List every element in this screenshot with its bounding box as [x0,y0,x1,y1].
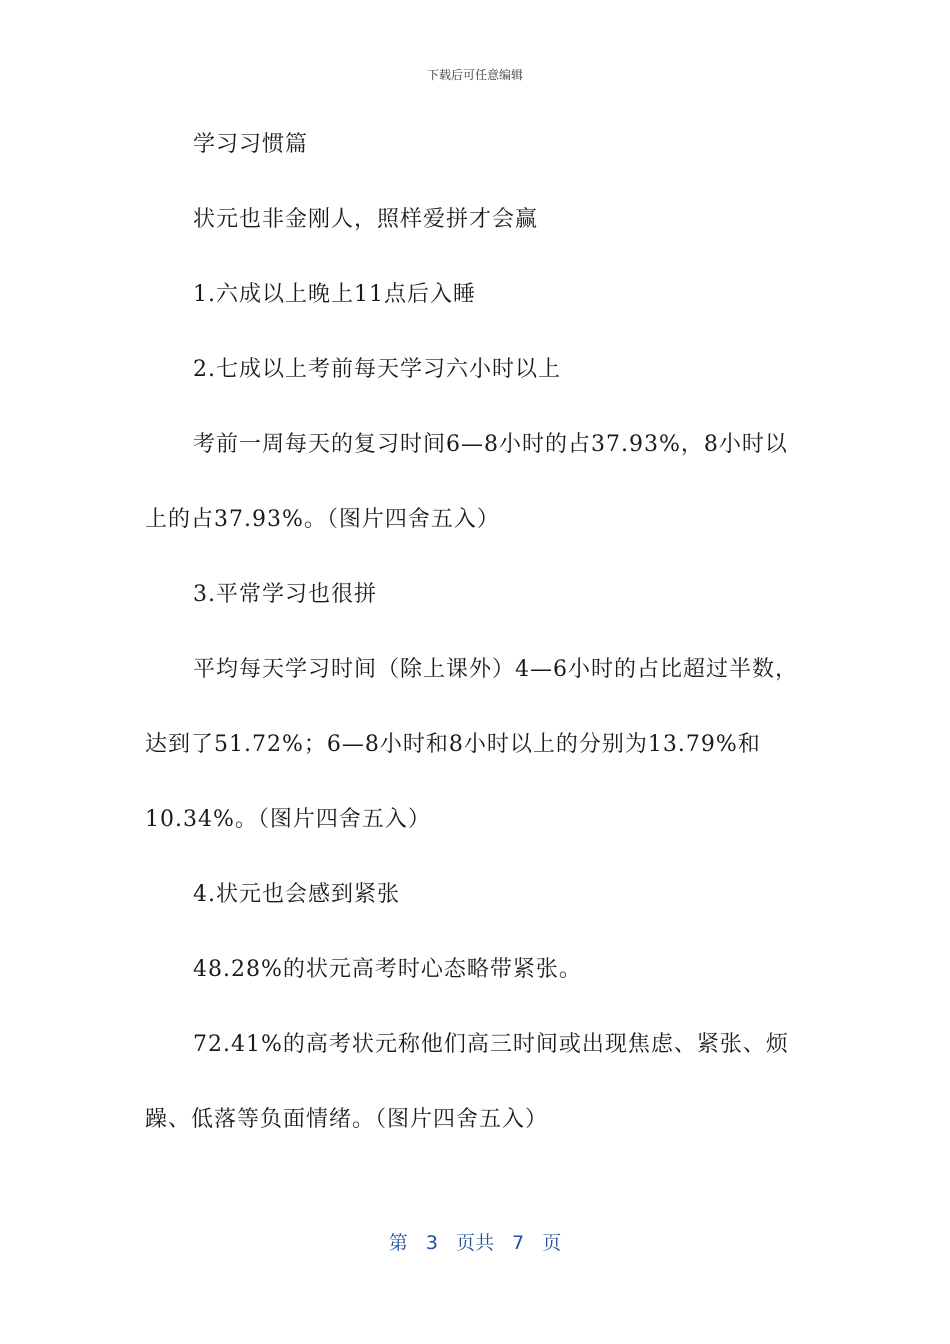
total-page-number: 7 [512,1232,525,1254]
footer-suffix: 页 [542,1232,562,1254]
page-header-note: 下载后可任意编辑 [426,68,523,82]
paragraph-text-continued: 达到了51.72%；6—8小时和8小时以上的分别为13.79%和 [145,732,761,757]
paragraph-item-4: 4.状元也会感到紧张 [193,882,400,907]
page-footer [0,1228,950,1255]
paragraph-text: 48.28%的状元高考时心态略带紧张。 [193,957,582,982]
footer-middle: 页共 [455,1232,494,1254]
paragraph-text: 考前一周每天的复习时间6—8小时的占37.93%，8小时以 [193,432,788,457]
section-heading: 学习习惯篇 [193,132,309,157]
paragraph-item-3: 3.平常学习也很拼 [193,582,377,607]
paragraph-text: 72.41%的高考状元称他们高三时间或出现焦虑、紧张、烦 [193,1032,789,1057]
paragraph-item-2: 2.七成以上考前每天学习六小时以上 [193,357,561,382]
current-page-number: 3 [425,1232,438,1254]
footer-prefix: 第 [388,1232,408,1254]
paragraph-item-1: 1.六成以上晚上11点后入睡 [193,282,476,307]
paragraph-text-continued: 10.34%。（图片四舍五入） [145,807,431,832]
paragraph-text-continued: 上的占37.93%。（图片四舍五入） [145,507,500,532]
paragraph-text-continued: 躁、低落等负面情绪。（图片四舍五入） [145,1107,549,1132]
paragraph-text: 平均每天学习时间（除上课外）4—6小时的占比超过半数， [193,657,798,682]
paragraph-subtitle: 状元也非金刚人，照样爱拼才会赢 [193,207,539,232]
